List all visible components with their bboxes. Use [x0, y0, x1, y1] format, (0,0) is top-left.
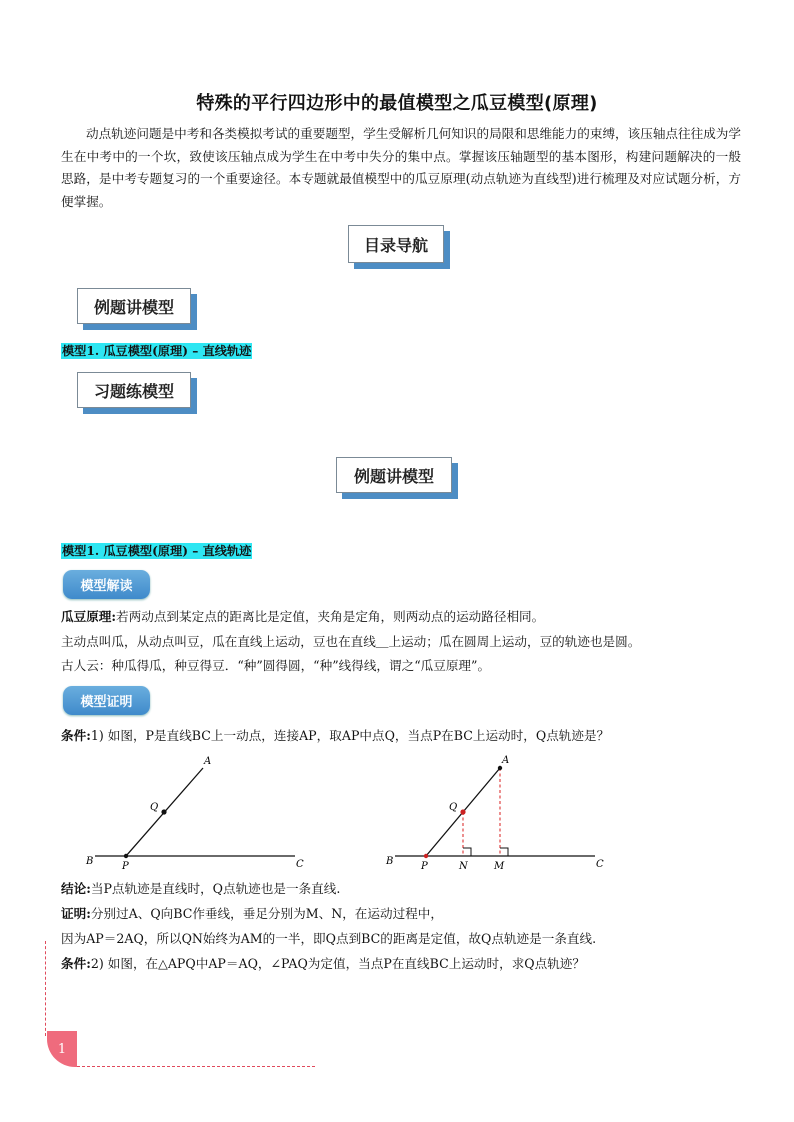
proof-line-1: [61, 905, 751, 923]
toc-header: 目录导航: [348, 225, 444, 263]
figure2-label-b: B: [386, 856, 394, 867]
figure2-label-c: C: [596, 859, 604, 870]
principle-text: 若两动点到某定点的距离比是定值，夹角是定角，则两动点的运动路径相同。: [116, 609, 545, 624]
figure1-label-p: P: [122, 861, 129, 872]
proof-text-1: 分别过A、Q向BC作垂线，垂足分别为M、N，在运动过程中，: [90, 906, 443, 921]
figure1-label-c: C: [296, 859, 304, 870]
figure2-right-angle-m: [500, 848, 508, 856]
condition2-text: 2) 如图，在△APQ中AP＝AQ，∠PAQ为定值，当点P在直线BC上运动时，求Q点轨迹？: [90, 956, 585, 971]
figure2-label-a: A: [502, 755, 510, 766]
pill-model-interpretation: 模型解读: [63, 570, 150, 599]
figure1-label-b: B: [86, 856, 94, 867]
intro-text: 动点轨迹问题是中考和各类模拟考试的重要题型，学生受解析几何知识的局限和思维能力的束缚，该压轴点往往成为学生在中考中的一个坎，致使该压轴点成为学生在中考中失分的集中点。掌握该压轴题型的基本图形，构建问题解决的一般思路，是中考专题复习的一个重要途径。本专题就最值模型中的瓜豆原理(动点轨迹为直线型)进行梳理及对应试题分析，方便掌握。: [61, 126, 741, 209]
principle-line-2: 主动点叫瓜，从动点叫豆，瓜在直线上运动，豆也在直线＿上运动；瓜在圆周上运动，豆的轨迹也是圆。: [61, 634, 641, 649]
figure2-label-p: P: [421, 861, 428, 872]
conclusion-text: 当P点轨迹是直线时，Q点轨迹也是一条直线.: [90, 881, 341, 896]
figure1-label-q: Q: [150, 802, 159, 813]
document-title: 特殊的平行四边形中的最值模型之瓜豆模型(原理): [196, 93, 598, 114]
figure2-label-m: M: [494, 861, 505, 872]
figure1-point-q: [161, 809, 166, 814]
figure2-label-q: Q: [449, 802, 458, 813]
condition2-label: 条件:: [61, 956, 91, 971]
principle-line: [61, 608, 751, 626]
figure2-label-n: N: [459, 861, 468, 872]
intro-paragraph: [61, 123, 741, 213]
toc-section-examples[interactable]: 例题讲模型: [77, 288, 191, 324]
figure2-point-p: [424, 854, 428, 858]
condition1-text: 1) 如图，P是直线BC上一动点，连接AP，取AP中点Q，当点P在BC上运动时，Q点轨迹是？: [90, 728, 610, 743]
figure1-point-p: [124, 854, 128, 858]
principle-line-3: 古人云：种瓜得瓜，种豆得豆．“种”圆得圆，“种”线得线，谓之“瓜豆原理”。: [61, 658, 491, 673]
condition1-line: [61, 727, 751, 745]
figure2-right-angle-n: [463, 848, 471, 856]
condition1-label: 条件:: [61, 728, 91, 743]
toc-model1-link[interactable]: 模型1. 瓜豆模型(原理) – 直线轨迹: [62, 344, 252, 358]
page-margin-dashed-vertical: [45, 941, 46, 1036]
section-header-examples: 例题讲模型: [336, 457, 452, 493]
figure2-point-q: [460, 809, 465, 814]
proof-label: 证明:: [61, 906, 91, 921]
model1-heading: 模型1. 瓜豆模型(原理) – 直线轨迹: [62, 544, 252, 558]
condition2-line: [61, 955, 751, 973]
page-margin-dashed-horizontal: [77, 1066, 315, 1067]
page-number-badge: 1: [47, 1031, 77, 1067]
pill-model-proof: 模型证明: [63, 686, 150, 715]
toc-section-exercises[interactable]: 习题练模型: [77, 372, 191, 408]
figure1-diagram: [80, 750, 320, 875]
proof-line-2: 因为AP＝2AQ，所以QN始终为AM的一半，即Q点到BC的距离是定值，故Q点轨迹是一条直线.: [61, 931, 597, 946]
figure2-point-a: [498, 766, 502, 770]
conclusion-label: 结论:: [61, 881, 91, 896]
figure1-label-a: A: [204, 756, 212, 767]
principle-label: 瓜豆原理:: [61, 609, 117, 624]
conclusion-line: [61, 880, 751, 898]
figure2-diagram: [380, 750, 620, 875]
